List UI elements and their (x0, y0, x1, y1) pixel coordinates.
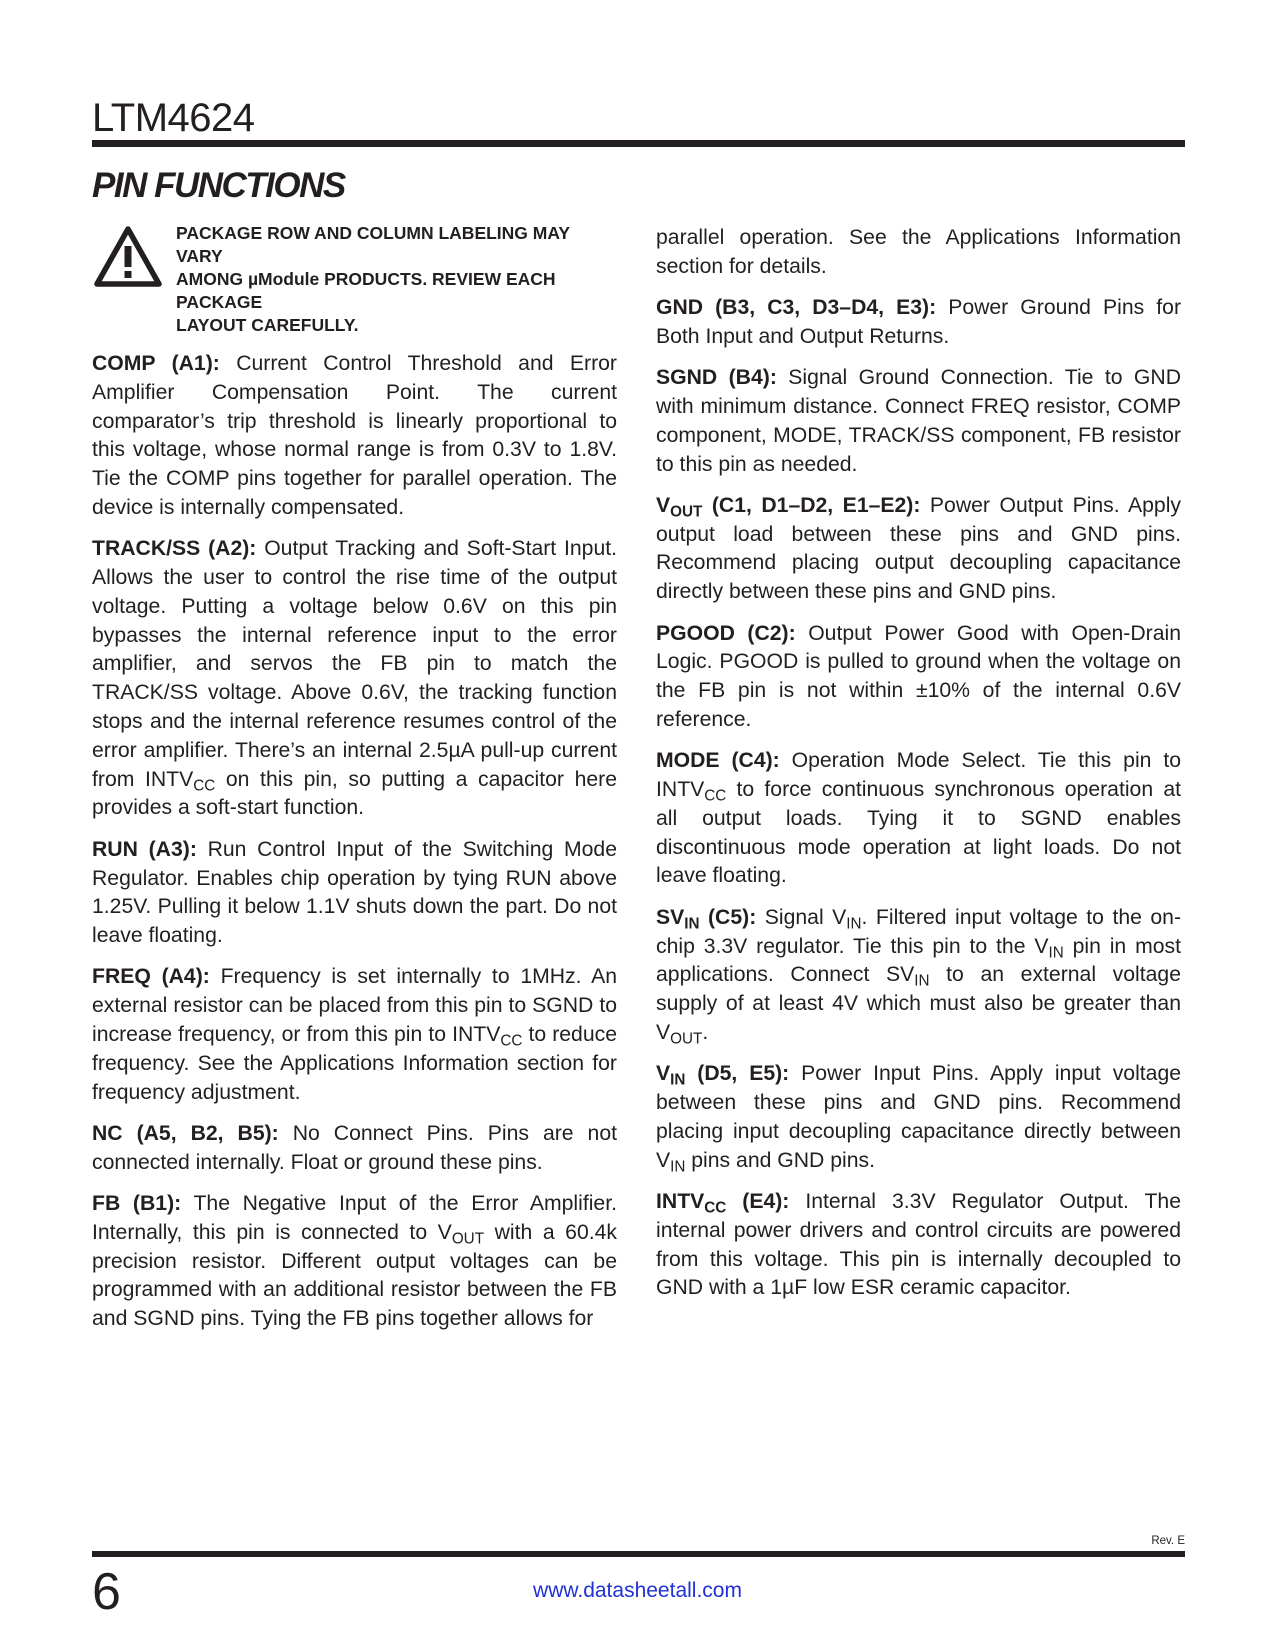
warning-line: AMONG µModule PRODUCTS. REVIEW EACH PACKAGE (176, 269, 556, 312)
subscript: CC (704, 1199, 727, 1217)
pin-label: SGND (B4): (656, 366, 777, 390)
section-title: PIN FUNCTIONS (92, 166, 345, 205)
pin-description: Output Power Good with Open-Drain Logic. PGOOD is pulled to ground when the voltage on the FB pin is not within ±10% of the internal 0.6V reference. (656, 621, 1181, 731)
pin-description: . Filtered input voltage to the on-chip 3.3V regulator. Tie this pin to the V (656, 905, 1182, 958)
website-link[interactable]: www.datasheetall.com (533, 1579, 742, 1602)
warning-notice (92, 224, 617, 337)
pin-vin (656, 1060, 1181, 1175)
right-column (656, 224, 1181, 1316)
pin-label: PGOOD (C2): (656, 621, 796, 645)
pin-description: on this pin, so putting a capacitor here provides a soft-start function. (92, 767, 617, 820)
left-column (92, 224, 617, 1347)
warning-text (176, 222, 617, 337)
pin-label (656, 1062, 790, 1089)
pin-label: MODE (C4): (656, 749, 780, 773)
pin-label-rest: (D5, E5): (685, 1062, 790, 1086)
pin-label (656, 1189, 790, 1217)
subscript: OUT (451, 1230, 485, 1248)
warning-line: PACKAGE ROW AND COLUMN LABELING MAY VARY (176, 223, 570, 266)
pin-track-ss (92, 535, 617, 823)
pin-nc (92, 1120, 617, 1178)
pin-sgnd (656, 364, 1181, 479)
subscript: IN (670, 1071, 686, 1089)
pin-description: No Connect Pins. Pins are not connected internally. Float or ground these pins. (92, 1121, 617, 1174)
pin-label (656, 493, 921, 521)
pin-description: Frequency is set internally to 1MHz. An external resistor can be placed from this pin to SGND to increase frequency, or from this pin to INTV (92, 965, 618, 1047)
pin-description: to reduce frequency. See the Applications Information section for frequency adjustment. (92, 1023, 617, 1104)
pin-label: COMP (A1): (92, 352, 220, 375)
pin-description: Internal 3.3V Regulator Output. The internal power drivers and control circuits are powered from this voltage. This pin is internally decoupled to GND with a 1µF low ESR ceramic capacitor. (656, 1189, 1181, 1300)
pin-description: Power Ground Pins for Both Input and Output Returns. (656, 296, 1181, 348)
warning-line: LAYOUT CAREFULLY. (176, 315, 359, 335)
subscript: IN (1048, 944, 1064, 962)
warning-triangle-icon (92, 224, 164, 290)
pin-label: FB (B1): (92, 1192, 182, 1216)
pin-label (656, 905, 757, 933)
pin-description: to force continuous synchronous operation at all output loads. Tying it to SGND enables discontinuous mode operation at light loads. Do not leave floating. (656, 778, 1181, 888)
subscript: IN (670, 1158, 686, 1176)
pin-description: pin in most applications. Connect SV (656, 934, 1181, 987)
pin-description: Current Control Threshold and Error Amplifier Compensation Point. The current comparator’s trip threshold is linearly proportional to this voltage, whose normal range is from 0.3V to 1.8V. Tie the COMP pins together for parallel operation. The device is internally compensated. (92, 352, 617, 519)
subscript: CC (193, 777, 216, 795)
subscript: OUT (670, 503, 703, 521)
pin-label: GND (B3, C3, D3–D4, E3): (656, 296, 937, 320)
pin-label-main: INTV (656, 1189, 705, 1213)
pin-label: TRACK/SS (A2): (92, 537, 257, 561)
pin-fb (92, 1190, 617, 1334)
pin-description: Run Control Input of the Switching Mode Regulator. Enables chip operation by tying RUN above 1.25V. Pulling it below 1.1V shuts down the part. Do not leave floating. (92, 837, 617, 948)
pin-vout (656, 492, 1181, 607)
pin-label-rest: (C5): (699, 905, 757, 929)
pin-description: to an external voltage supply of at least 4V which must also be greater than V (656, 963, 1181, 1044)
subscript: CC (704, 787, 727, 805)
pin-description: with a 60.4k precision resistor. Different output voltages can be programmed with an additional resistor between the FB and SGND pins. Tying the FB pins together allows for (92, 1220, 618, 1331)
pin-description: Signal Ground Connection. Tie to GND with minimum distance. Connect FREQ resistor, COMP component, MODE, TRACK/SS component, FB resistor to this pin as needed. (656, 366, 1181, 476)
subscript: IN (914, 972, 930, 990)
pin-intvcc (656, 1188, 1181, 1303)
pin-pgood (656, 620, 1181, 735)
pin-description: Power Input Pins. Apply input voltage between these pins and GND pins. Recommend placing input decoupling capacitance directly between V (656, 1062, 1182, 1172)
pin-fb-continued (656, 224, 1181, 282)
subscript: OUT (670, 1030, 703, 1048)
pin-freq (92, 963, 617, 1107)
pin-svin (656, 904, 1181, 1048)
subscript: CC (500, 1032, 523, 1050)
document-title: LTM4624 (92, 96, 255, 140)
pin-mode (656, 747, 1181, 891)
page-number: 6 (92, 1563, 121, 1621)
pin-comp (92, 350, 617, 523)
pin-label-main: SV (656, 905, 685, 929)
pin-label-rest: (C1, D1–D2, E1–E2): (702, 493, 921, 517)
pin-gnd (656, 294, 1181, 352)
pin-description: The Negative Input of the Error Amplifier. Internally, this pin is connected to V (92, 1192, 617, 1244)
subscript: IN (684, 915, 700, 933)
pin-label: NC (A5, B2, B5): (92, 1121, 279, 1145)
subscript: IN (846, 915, 862, 933)
footer-rule (92, 1551, 1185, 1557)
pin-label: RUN (A3): (92, 837, 197, 861)
revision-label: Rev. E (1151, 1535, 1185, 1547)
pin-description: . (702, 1020, 709, 1044)
pin-description: Operation Mode Select. Tie this pin to INTV (656, 749, 1182, 802)
pin-run (92, 836, 617, 951)
pin-description: Power Output Pins. Apply output load between these pins and GND pins. Recommend placing output decoupling capacitance directly between these pins and GND pins. (656, 493, 1181, 604)
pin-label: FREQ (A4): (92, 965, 210, 989)
pin-label-main: V (656, 493, 671, 517)
pin-description: pins and GND pins. (685, 1148, 875, 1172)
header-rule (92, 140, 1185, 147)
pin-label-rest: (E4): (726, 1189, 790, 1213)
pin-label-main: V (656, 1062, 671, 1086)
pin-description: parallel operation. See the Applications Information section for details. (656, 226, 1181, 278)
pin-description: Output Tracking and Soft-Start Input. Allows the user to control the rise time of the output voltage. Putting a voltage below 0.6V on this pin bypasses the internal reference input to the error amplifier, and servos the FB pin to match the TRACK/SS voltage. Above 0.6V, the tracking function stops and the internal reference resumes control of the error amplifier. There’s an internal 2.5µA pull-up current from INTV (92, 537, 618, 791)
pin-description: Signal V (764, 905, 847, 929)
